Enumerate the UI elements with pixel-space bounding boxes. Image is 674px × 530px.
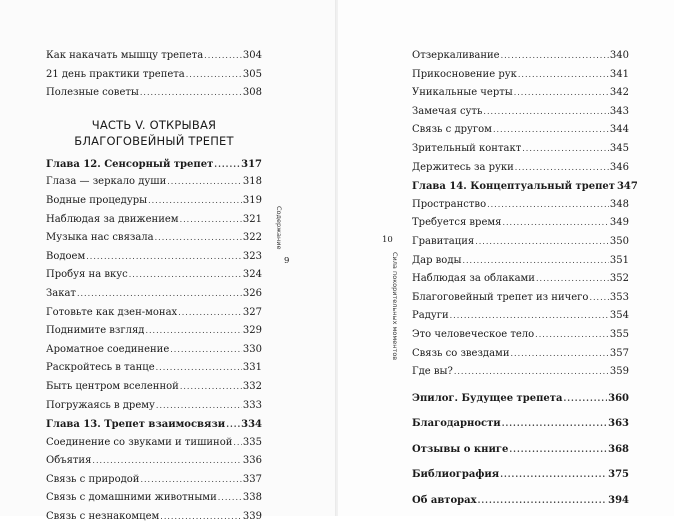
toc-entry: Объятия ..... 336 xyxy=(46,455,262,474)
toc-entry: Связь с домашними животными ..... 338 xyxy=(46,492,262,511)
toc-reviews: Отзывы о книге ..... 368 xyxy=(412,443,629,462)
toc-epilogue: Эпилог. Будущее трепета ..... 360 xyxy=(412,392,629,411)
toc-entry: Раскройтесь в танце ..... 331 xyxy=(46,362,262,381)
toc-acknowledgements: Благодарности ..... 363 xyxy=(412,417,629,436)
toc-entry: Музыка нас связала ..... 322 xyxy=(46,232,262,251)
toc-entry: Как накачать мышцу трепета ..... 304 xyxy=(46,50,262,69)
toc-entry: Соединение со звуками и тишиной ..... 335 xyxy=(46,437,262,456)
toc-entry: Где вы? ..... 359 xyxy=(412,366,629,385)
toc-entry: 21 день практики трепета ..... 305 xyxy=(46,69,262,88)
toc-authors: Об авторах ..... 394 xyxy=(412,494,629,513)
toc-entry: Водоем ..... 323 xyxy=(46,251,262,270)
toc-entry: Связь с незнакомцем ..... 339 xyxy=(46,511,262,530)
toc-entry: Пространство ..... 348 xyxy=(412,199,629,218)
toc-entry: Связь со звездами ..... 357 xyxy=(412,348,629,367)
toc-entry: Готовьте как дзен-монах ..... 327 xyxy=(46,307,262,326)
toc-right xyxy=(412,50,638,513)
toc-chapter: Глава 12. Сенсорный трепет ..... 317 xyxy=(46,158,262,177)
toc-chapter: Глава 13. Трепет взаимосвязи ..... 334 xyxy=(46,418,262,437)
toc-entry: Пробуя на вкус ..... 324 xyxy=(46,269,262,288)
toc-entry: Радуги ..... 354 xyxy=(412,310,629,329)
toc-entry: Прикосновение рук ..... 341 xyxy=(412,69,629,88)
toc-entry: Связь с другом ..... 344 xyxy=(412,124,629,143)
left-page-number: 9 xyxy=(284,256,290,266)
part-heading xyxy=(46,117,262,149)
left-running-head: Содержание xyxy=(275,206,283,250)
toc-entry: Наблюдая за движением ..... 321 xyxy=(46,214,262,233)
toc-entry: Поднимите взгляд ..... 329 xyxy=(46,325,262,344)
toc-entry: Это человеческое тело ..... 355 xyxy=(412,329,629,348)
toc-entry: Держитесь за руки ..... 346 xyxy=(412,162,629,181)
toc-entry: Гравитация ..... 350 xyxy=(412,236,629,255)
toc-entry: Связь с природой ..... 337 xyxy=(46,474,262,493)
toc-entry: Полезные советы ..... 308 xyxy=(46,87,262,106)
right-page-number: 10 xyxy=(382,235,393,245)
toc-entry: Закат ..... 326 xyxy=(46,288,262,307)
toc-left xyxy=(46,50,262,530)
toc-entry: Уникальные черты ..... 342 xyxy=(412,87,629,106)
toc-entry: Зрительный контакт ..... 345 xyxy=(412,143,629,162)
toc-entry: Благоговейный трепет из ничего ..... 353 xyxy=(412,292,629,311)
toc-entry: Наблюдая за облаками ..... 352 xyxy=(412,273,629,292)
toc-chapter: Глава 14. Концептуальный трепет 347 xyxy=(412,181,638,193)
part-heading-line2: БЛАГОГОВЕЙНЫЙ ТРЕПЕТ xyxy=(74,133,234,148)
right-running-head: Сила покорительных моментов xyxy=(391,252,399,361)
toc-entry: Дар воды ..... 351 xyxy=(412,255,629,274)
toc-entry: Замечая суть ..... 343 xyxy=(412,106,629,125)
toc-entry: Погружаясь в дрему ..... 333 xyxy=(46,400,262,419)
toc-entry: Требуется время ..... 349 xyxy=(412,217,629,236)
toc-bibliography: Библиография ..... 375 xyxy=(412,468,629,487)
toc-entry: Глаза — зеркало души ..... 318 xyxy=(46,176,262,195)
toc-entry: Ароматное соединение ..... 330 xyxy=(46,344,262,363)
part-heading-line1: ЧАСТЬ V. ОТКРЫВАЯ xyxy=(91,117,217,132)
toc-entry: Водные процедуры ..... 319 xyxy=(46,195,262,214)
toc-entry: Быть центром вселенной ..... 332 xyxy=(46,381,262,400)
toc-entry: Отзеркаливание ..... 340 xyxy=(412,50,629,69)
